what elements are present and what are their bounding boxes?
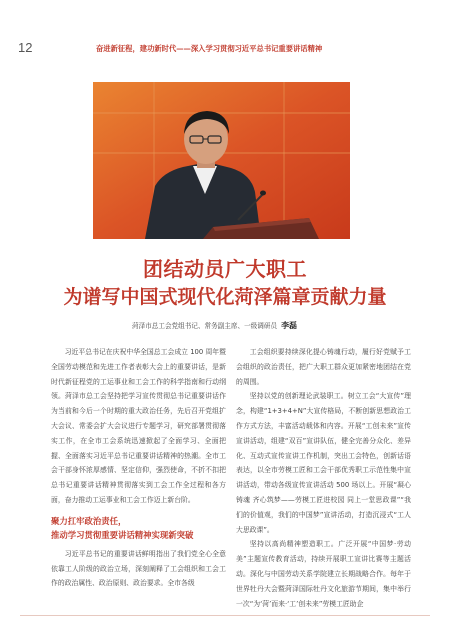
paragraph: 工会组织要持续深化提心铸魂行动，履行好党赋予工会组织的政治责任，把广大职工群众更加紧密地团结在党的周围。 bbox=[236, 348, 411, 386]
section-heading-line1: 聚力扛牢政治责任， bbox=[51, 515, 127, 526]
section-heading bbox=[51, 514, 226, 542]
speaker-photo bbox=[93, 82, 350, 239]
paragraph: 坚持以党的创新理论武装职工。树立工会“大宣传”理念，构建“1+3+4+N”大宣传格局，不断创新思想政治工作方式方法，丰富活动载体和内容。开展“工创未来”宣传宣讲活动，组建“双百”宣讲队伍，健全完善分众化、差异化、互动式宣传宣讲工作机制，突出工会特色，创新话语表达，以全市劳模工匠和工会干部优秀职工示范性集中宣讲活动，带动各级宣传宣讲活动 500 场以上。开展“凝心铸魂 齐心筑梦——劳模工匠进校园 同上一堂思政课”“我们的价值观，我们的中国梦”宣讲活动，打造沉浸式“工人大思政课”。 bbox=[236, 392, 411, 534]
byline-author: 李磊 bbox=[281, 320, 298, 330]
section-heading-line2: 推动学习贯彻重要讲话精神实现新突破 bbox=[51, 529, 194, 540]
page-number: 12 bbox=[18, 40, 33, 55]
page-header bbox=[0, 0, 450, 68]
article-byline bbox=[132, 320, 297, 331]
left-column bbox=[51, 345, 226, 591]
footer-divider bbox=[20, 615, 430, 616]
paragraph: 习近平总书记的重要讲话鲜明指出了我们党全心全意依靠工人阶级的政治立场，深刻阐释了工会组织和工会工作的政治属性、政治原则、政治要求。全市各级 bbox=[51, 549, 226, 588]
paragraph: 坚持以高尚精神塑造职工。广泛开展“中国梦·劳动美”主题宣传教育活动，持续开展职工宣讲比赛等主题活动。深化与中国劳动关系学院建立长期战略合作。每年于世界牡丹大会暨菏泽国际牡丹文化旅游节期间，集中举行一次“为‘菏’而来·‘工’创未来”劳模工匠助企 bbox=[236, 540, 411, 608]
article-title-line2: 为谱写中国式现代化菏泽篇章贡献力量 bbox=[63, 286, 387, 308]
right-column bbox=[236, 345, 411, 611]
header-tagline: 奋进新征程，建功新时代——深入学习贯彻习近平总书记重要讲话精神 bbox=[96, 44, 323, 53]
article-title-line1: 团结动员广大职工 bbox=[143, 257, 307, 281]
paragraph: 习近平总书记在庆祝中华全国总工会成立 100 周年暨全国劳动模范和先进工作者表彰大会上的重要讲话，是新时代新征程党的工运事业和工会工作的科学指南和行动纲领。菏泽市总工会坚持把学习宣传贯彻总书记重要讲话作为当前和今后一个时期的重大政治任务，先后召开党组扩大会议、常委会扩大会议进行专题学习，研究部署贯彻落实工作，在全市工会系统迅速掀起了全面学习、全面把握、全面落实习近平总书记重要讲话精神的热潮。全市工会干部身怀浓厚感情、坚定信仰，强烈使命，不折不扣把总书记重要讲话精神贯彻落实到工会工作全过程和各方面，奋力推动工运事业和工会工作迈上新台阶。 bbox=[51, 348, 226, 504]
byline-role: 菏泽市总工会党组书记、常务副主席、一级调研员 bbox=[132, 322, 278, 330]
